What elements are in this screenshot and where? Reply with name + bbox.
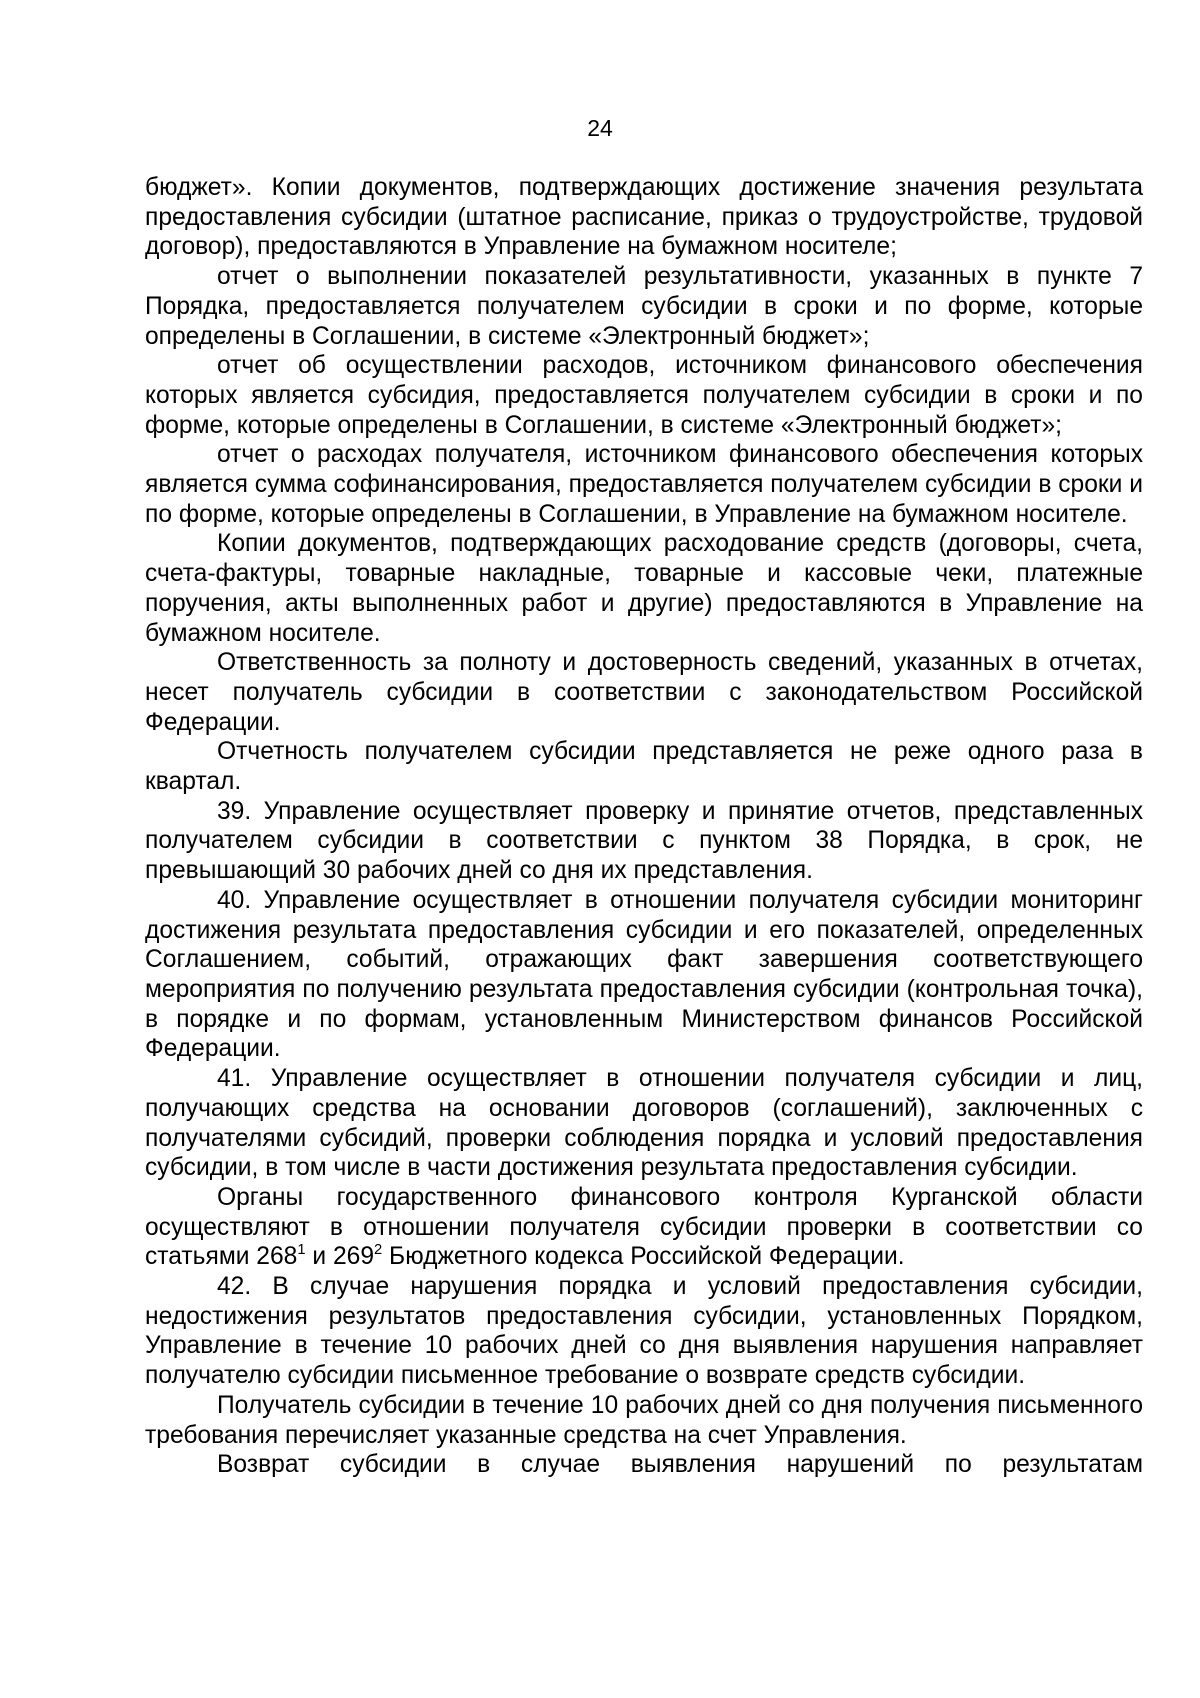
paragraph-financial-control <box>145 1183 1143 1272</box>
superscript-1: 1 <box>297 1242 306 1259</box>
paragraph-clause-39: 39. Управление осуществляет проверку и принятие отчетов, представленных получателем субсидии в соответствии с пунктом 38 Порядка, в срок, не превышающий 30 рабочих дней со дня их представления. <box>145 797 1143 885</box>
financial-control-text-3: Бюджетного кодекса Российской Федерации. <box>382 1243 905 1271</box>
paragraph-report-cofinancing: отчет о расходах получателя, источником финансового обеспечения которых является сумма софинансирования, предоставляется получателем субсидии в сроки и по форме, которые определены в Соглашении, в Управление на бумажном носителе. <box>145 441 1143 528</box>
paragraph-reporting-frequency: Отчетность получателем субсидии представляется не реже одного раза в квартал. <box>145 738 1143 796</box>
paragraph-clause-40: 40. Управление осуществляет в отношении получателя субсидии мониторинг достижения результата предоставления субсидии и его показателей, определенных Соглашением, событий, отражающих факт завершения соответствующего мероприятия по получению результата предоставления субсидии (контрольная точка), в порядке и по формам, установленным Министерством финансов Российской Федерации. <box>145 886 1143 1063</box>
paragraph-responsibility: Ответственность за полноту и достоверность сведений, указанных в отчетах, несет получатель субсидии в соответствии с законодательством Российской Федерации. <box>145 649 1143 736</box>
paragraph-refund-continuation: Возврат субсидии в случае выявления нарушений по результатам <box>217 1451 1143 1479</box>
paragraph-refund-deadline: Получатель субсидии в течение 10 рабочих дней со дня получения письменного требования перечисляет указанные средства на счет Управления. <box>145 1391 1143 1449</box>
paragraph-report-performance: отчет о выполнении показателей результативности, указанных в пункте 7 Порядка, предоставляется получателем субсидии в сроки и по форме, которые определены в Соглашении, в системе «Электронный бюджет»; <box>145 263 1143 350</box>
paragraph-continuation: бюджет». Копии документов, подтверждающих достижение значения результата предоставления субсидии (штатное расписание, приказ о трудоустройстве, трудовой договор), предоставляются в Управление на бумажном носителе; <box>145 174 1143 261</box>
document-body <box>145 173 1143 1480</box>
paragraph-clause-41: 41. Управление осуществляет в отношении получателя субсидии и лиц, получающих средства на основании договоров (соглашений), заключенных с получателями субсидий, проверки соблюдения порядка и условий предоставления субсидии, в том числе в части достижения результата предоставления субсидии. <box>145 1065 1143 1182</box>
financial-control-text-2: и 269 <box>305 1243 374 1271</box>
page-number: 24 <box>587 115 613 141</box>
paragraph-report-expenses: отчет об осуществлении расходов, источником финансового обеспечения которых является субсидия, предоставляется получателем субсидии в сроки и по форме, которые определены в Соглашении, в системе «Электронный бюджет»; <box>145 352 1143 439</box>
financial-control-text-1: Органы государственного финансового контроля Курганской области осуществляют в отношении получателя субсидии проверки в соответствии со статьями 268 <box>145 1183 1143 1271</box>
paragraph-expense-documents: Копии документов, подтверждающих расходование средств (договоры, счета, счета-фактуры, товарные накладные, товарные и кассовые чеки, платежные поручения, акты выполненных работ и другие) предоставляются в Управление на бумажном носителе. <box>145 530 1143 647</box>
paragraph-clause-42: 42. В случае нарушения порядка и условий предоставления субсидии, недостижения результатов предоставления субсидии, установленных Порядком, Управление в течение 10 рабочих дней со дня выявления нарушения направляет получателю субсидии письменное требование о возврате средств субсидии. <box>145 1273 1143 1390</box>
superscript-2: 2 <box>374 1242 383 1259</box>
